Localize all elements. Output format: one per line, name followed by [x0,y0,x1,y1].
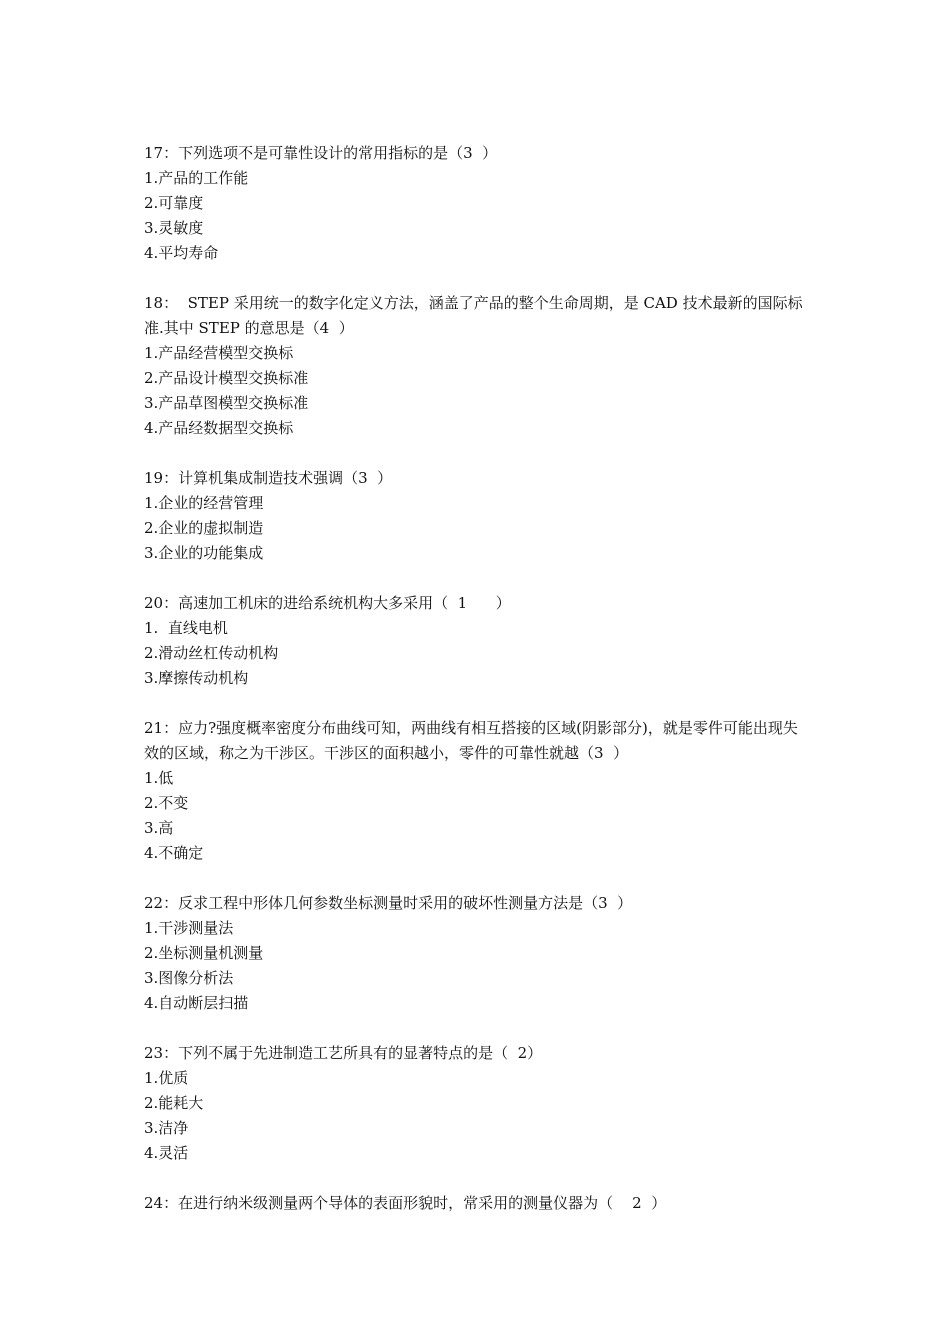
answer-option: 1.产品经营模型交换标 [144,344,294,362]
answer-option: 4.不确定 [144,844,204,862]
question-17 [144,141,810,266]
answer-option: 3.企业的功能集成 [144,544,264,562]
question-21 [144,716,810,866]
answer-option: 2.能耗大 [144,1094,204,1112]
answer-option: 2.滑动丝杠传动机构 [144,644,279,662]
answer-option: 4.灵活 [144,1144,189,1162]
question-text: 20：高速加工机床的进给系统机构大多采用（ 1 ） [144,594,511,612]
question-text: 19：计算机集成制造技术强调（3 ） [144,469,393,487]
question-text: 24：在进行纳米级测量两个导体的表面形貌时，常采用的测量仪器为（ 2 ） [144,1194,667,1212]
question-text: 22：反求工程中形体几何参数坐标测量时采用的破坏性测量方法是（3 ） [144,894,633,912]
answer-option: 2.不变 [144,794,189,812]
answer-option: 4.平均寿命 [144,244,219,262]
answer-option: 3.产品草图模型交换标准 [144,394,309,412]
answer-option: 3.洁净 [144,1119,189,1137]
answer-option: 1.产品的工作能 [144,169,249,187]
answer-option: 1.低 [144,769,174,787]
question-23 [144,1041,810,1166]
question-text: 21：应力?强度概率密度分布曲线可知，两曲线有相互搭接的区域(阴影部分)，就是零件可能出现失效的区域，称之为干涉区。干涉区的面积越小，零件的可靠性就越（3 ） [144,719,798,762]
question-text: 18： STEP 采用统一的数字化定义方法，涵盖了产品的整个生命周期，是 CAD 技术最新的国际标准.其中 STEP 的意思是（4 ） [144,294,803,337]
answer-option: 1.优质 [144,1069,189,1087]
question-text: 17：下列选项不是可靠性设计的常用指标的是（3 ） [144,144,498,162]
question-18 [144,291,810,441]
question-24 [144,1191,810,1216]
question-text: 23：下列不属于先进制造工艺所具有的显著特点的是（ 2） [144,1044,543,1062]
question-list [144,141,810,1241]
answer-option: 1. 直线电机 [144,619,228,637]
question-19 [144,466,810,566]
answer-option: 3.灵敏度 [144,219,204,237]
answer-option: 1.企业的经营管理 [144,494,264,512]
question-20 [144,591,810,691]
answer-option: 4.自动断层扫描 [144,994,249,1012]
answer-option: 3.图像分析法 [144,969,234,987]
answer-option: 4.产品经数据型交换标 [144,419,294,437]
answer-option: 2.可靠度 [144,194,204,212]
answer-option: 3.高 [144,819,174,837]
answer-option: 2.产品设计模型交换标准 [144,369,309,387]
answer-option: 2.坐标测量机测量 [144,944,264,962]
answer-option: 1.干涉测量法 [144,919,234,937]
answer-option: 3.摩擦传动机构 [144,669,249,687]
answer-option: 2.企业的虚拟制造 [144,519,264,537]
question-22 [144,891,810,1016]
